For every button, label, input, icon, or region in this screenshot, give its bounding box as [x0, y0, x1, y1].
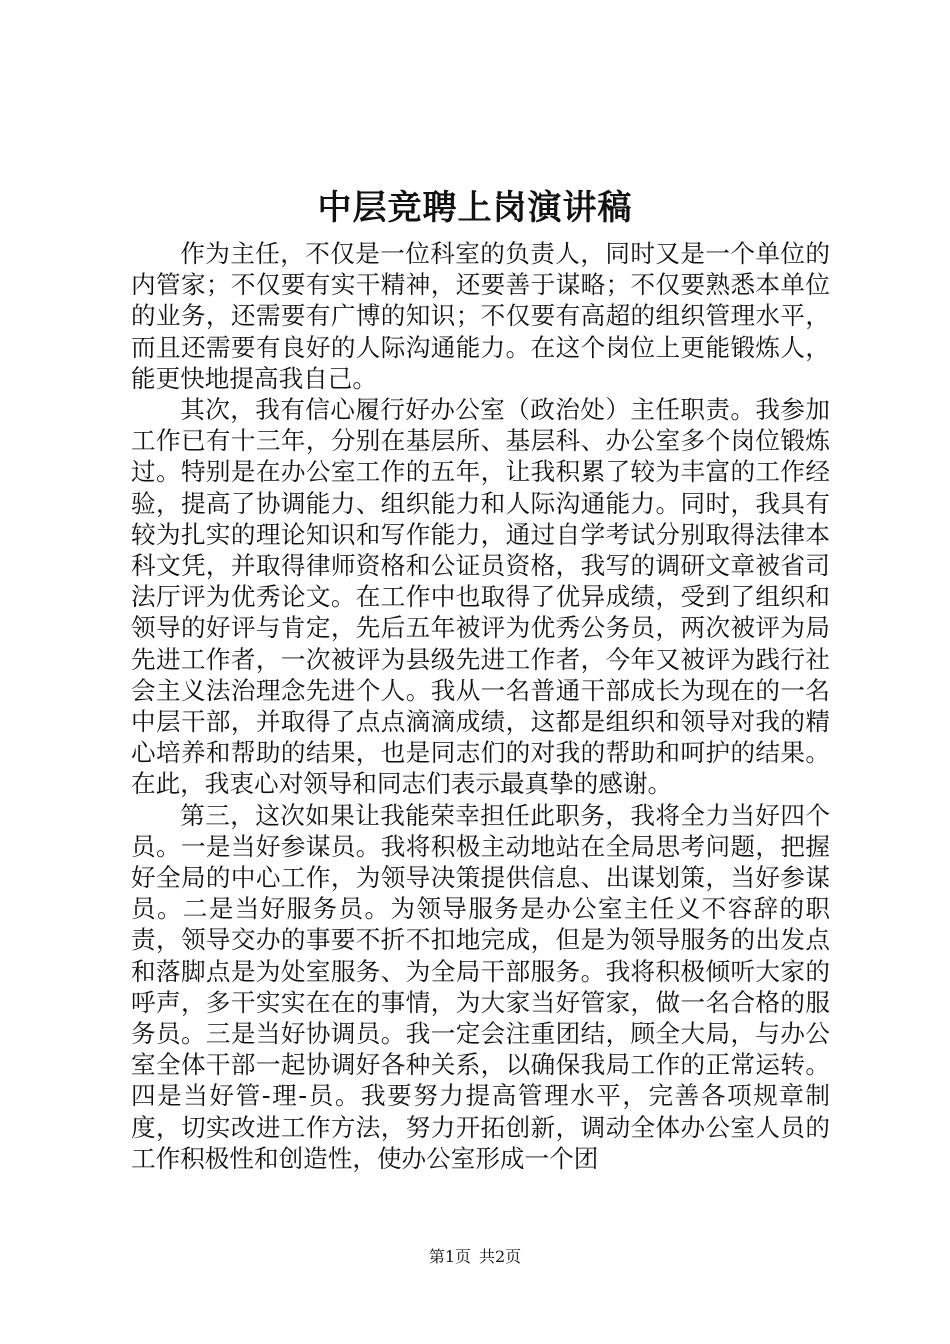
page-total: 共2页 — [479, 1247, 522, 1266]
document-title: 中层竞聘上岗演讲稿 — [317, 188, 633, 228]
paragraph-2: 其次，我有信心履行好办公室（政治处）主任职责。我参加工作已有十三年，分别在基层所、基层科、办公室多个岗位锻炼过。特别是在办公室工作的五年，让我积累了较为丰富的工作经验，提高了协调能力、组织能力和人际沟通能力。同时，我具有较为扎实的理论知识和写作能力，通过自学考试分别取得法律本科文凭，并取得律师资格和公证员资格，我写的调研文章被省司法厅评为优秀论文。在工作中也取得了优异成绩，受到了组织和领导的好评与肯定，先后五年被评为优秀公务员，两次被评为局先进工作者，一次被评为县级先进工作者，今年又被评为践行社会主义法治理念先进个人。我从一名普通干部成长为现在的一名中层干部，并取得了点点滴滴成绩，这都是组织和领导对我的精心培养和帮助的结果，也是同志们的对我的帮助和呵护的结果。在此，我衷心对领导和同志们表示最真挚的感谢。 — [131, 395, 830, 799]
page-footer — [0, 1245, 950, 1269]
paragraph-1: 作为主任，不仅是一位科室的负责人，同时又是一个单位的内管家；不仅要有实干精神，还要善于谋略；不仅要熟悉本单位的业务，还需要有广博的知识；不仅要有高超的组织管理水平，而且还需要有良好的人际沟通能力。在这个岗位上更能锻炼人，能更快地提高我自己。 — [131, 239, 830, 393]
page-number: 第1页 — [428, 1247, 471, 1266]
paragraph-3: 第三，这次如果让我能荣幸担任此职务，我将全力当好四个员。一是当好参谋员。我将积极主动地站在全局思考问题，把握好全局的中心工作，为领导决策提供信息、出谋划策，当好参谋员。二是当好服务员。为领导服务是办公室主任义不容辞的职责，领导交办的事要不折不扣地完成，但是为领导服务的出发点和落脚点是为处室服务、为全局干部服务。我将积极倾听大家的呼声，多干实实在在的事情，为大家当好管家，做一名合格的服务员。三是当好协调员。我一定会注重团结，顾全大局，与办公室全体干部一起协调好各种关系，以确保我局工作的正常运转。四是当好管-理-员。我要努力提高管理水平，完善各项规章制度，切实改进工作方法，努力开拓创新，调动全体办公室人员的工作积极性和创造性，使办公室形成一个团 — [131, 800, 830, 1173]
document-body — [131, 238, 830, 1174]
